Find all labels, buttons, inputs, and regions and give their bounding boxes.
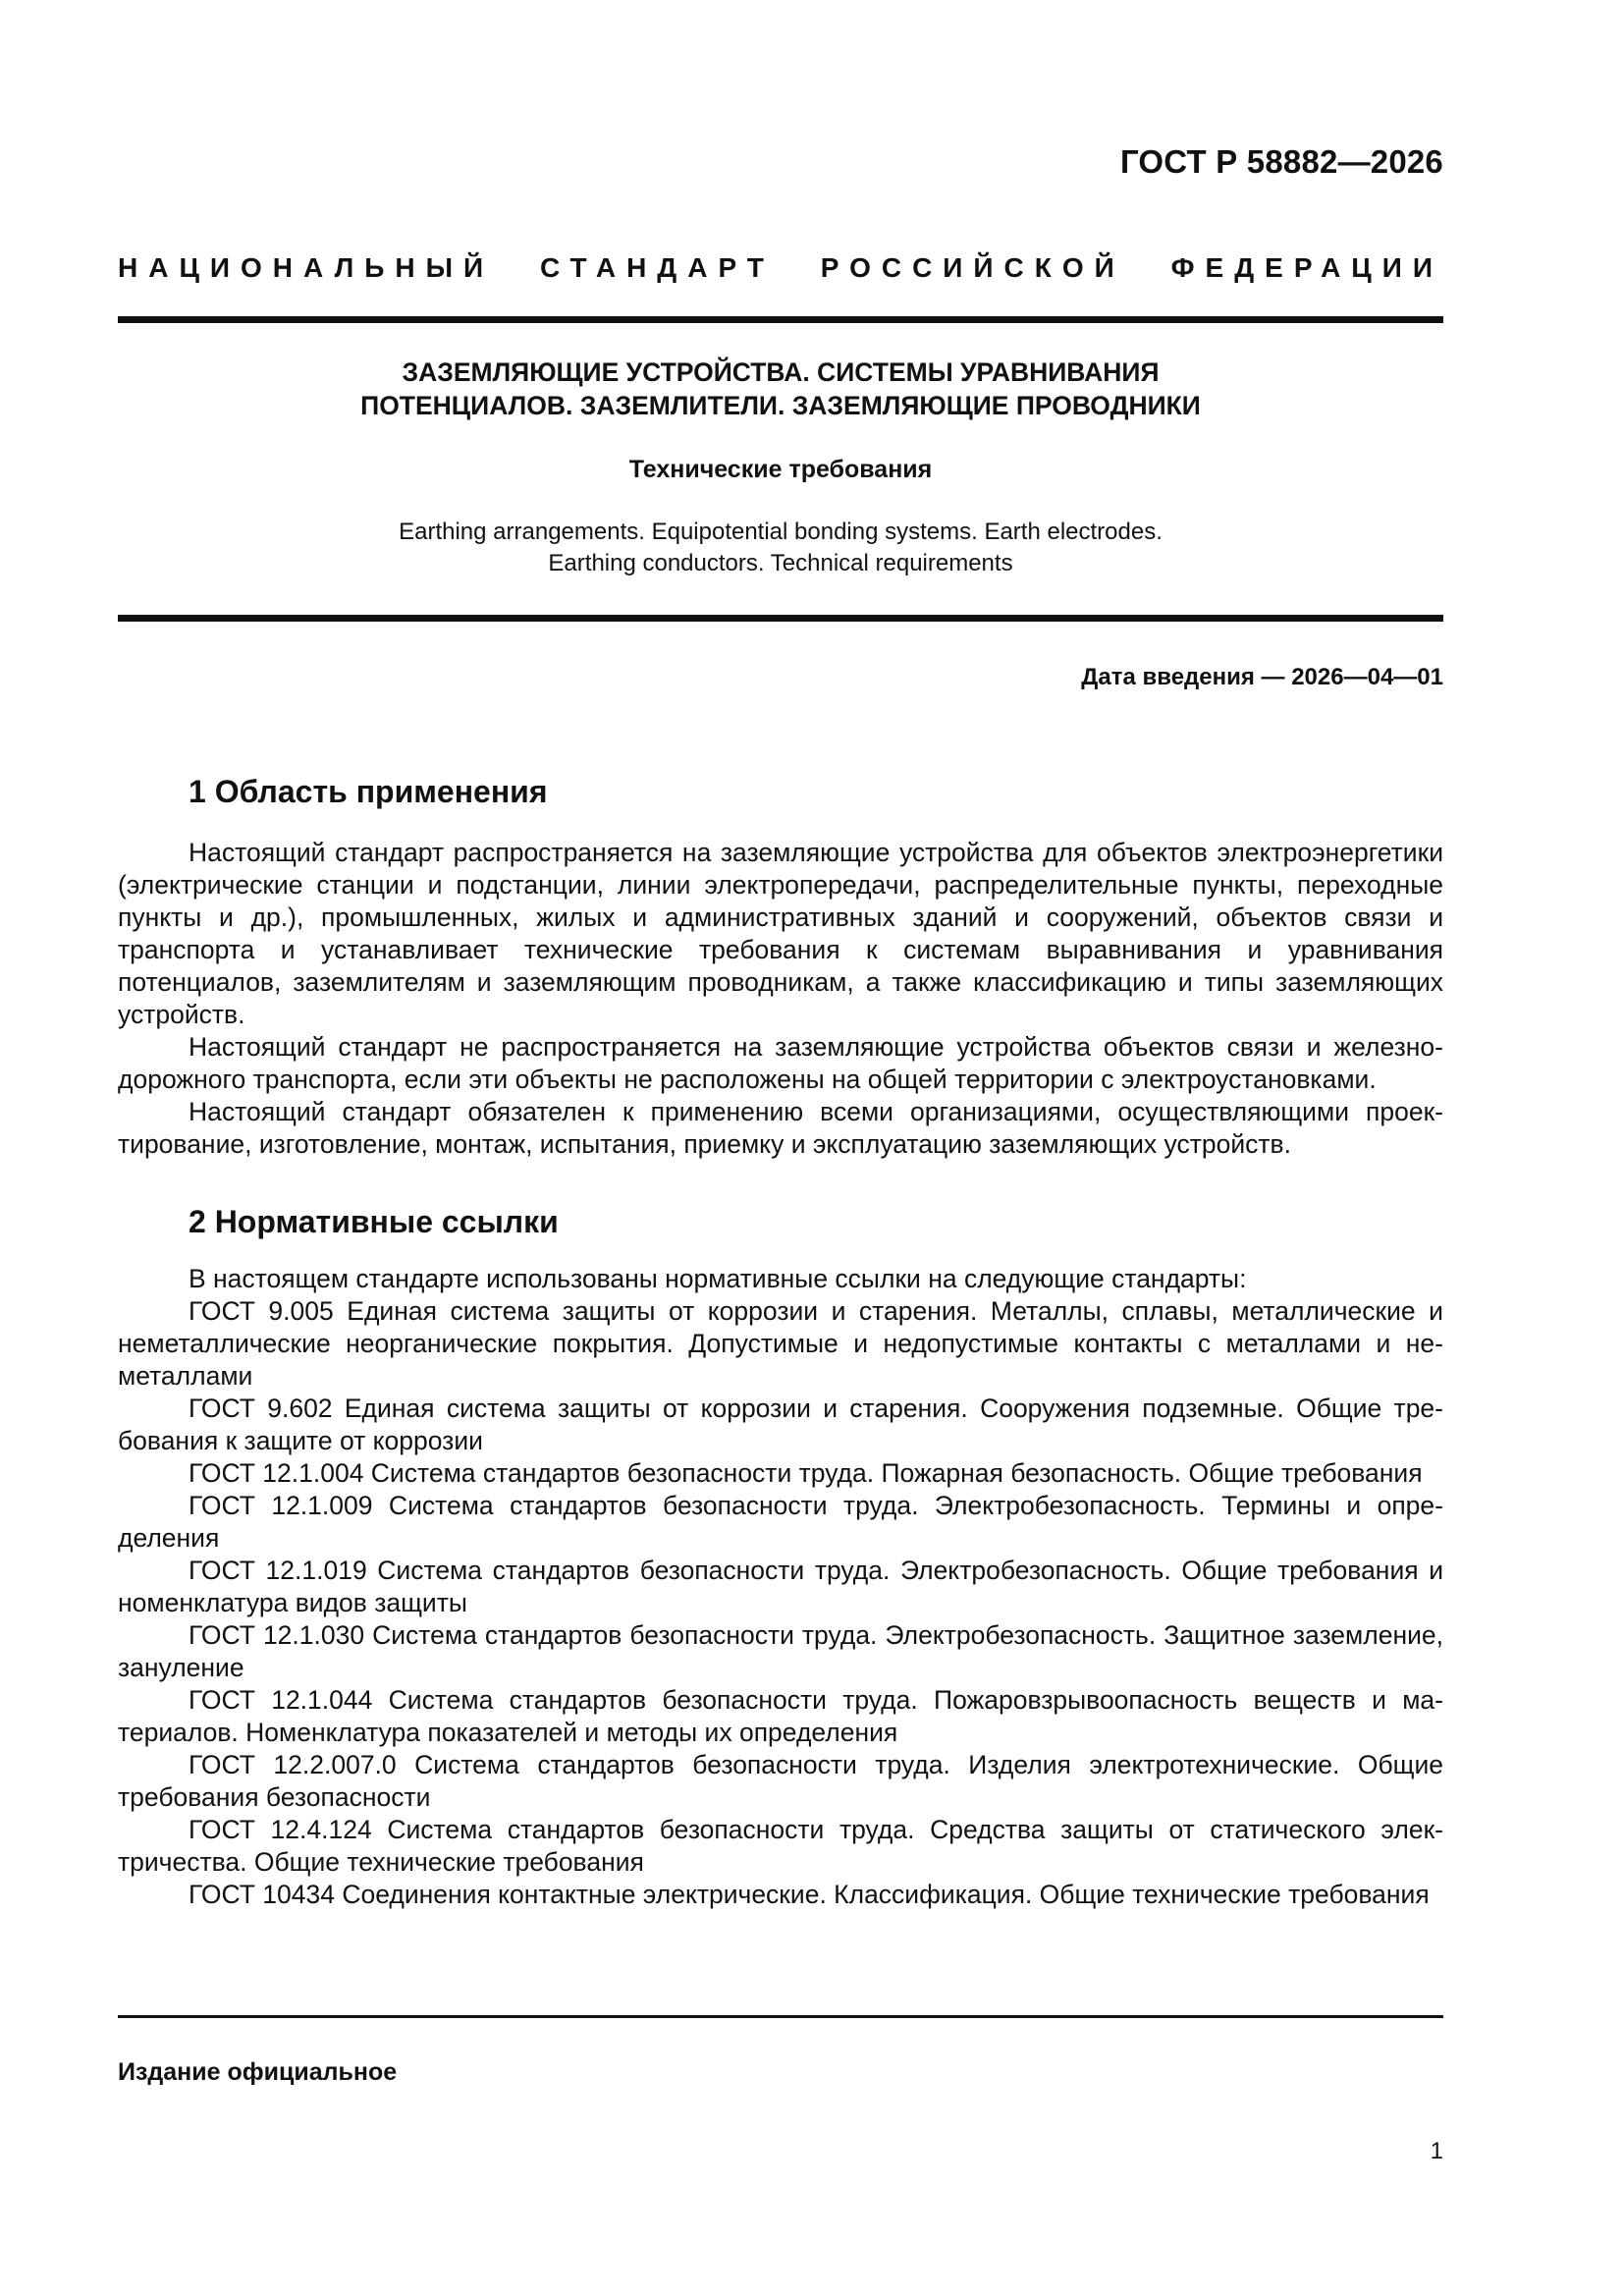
official-edition-label: Издание официальное [118, 2058, 398, 2086]
english-title-line-2: Earthing conductors. Technical requirements [548, 550, 1013, 576]
introduction-date: Дата введения — 2026—04—01 [1081, 664, 1443, 690]
top-rule [118, 316, 1443, 323]
reference-item: ГОСТ 12.1.019 Система стандартов безопасности труда. Электробезопасность. Общие требования и номенклатура видов защиты [118, 1556, 1443, 1617]
reference-item: ГОСТ 9.602 Единая система защиты от коррозии и старения. Сооружения подземные. Общие требования к защите от коррозии [118, 1394, 1443, 1455]
english-title [118, 517, 1443, 579]
reference-item: ГОСТ 12.1.009 Система стандартов безопасности труда. Электробезопасность. Термины и определения [118, 1491, 1443, 1553]
section-scope [118, 772, 1443, 1161]
title-line-2: ПОТЕНЦИАЛОВ. ЗАЗЕМЛИТЕЛИ. ЗАЗЕМЛЯЮЩИЕ ПРОВОДНИКИ [360, 391, 1201, 420]
section-body [118, 1263, 1443, 1911]
title-bottom-rule [118, 615, 1443, 622]
reference-item: ГОСТ 9.005 Единая система защиты от коррозии и старения. Металлы, сплавы, металлические и неметаллические неорганические покрытия. Допустимые и недопустимые контакты с металлами и неметаллами [118, 1296, 1443, 1391]
title-line-1: ЗАЗЕМЛЯЮЩИЕ УСТРОЙСТВА. СИСТЕМЫ УРАВНИВАНИЯ [402, 357, 1160, 387]
document-title [118, 355, 1443, 422]
national-standard-banner: НАЦИОНАЛЬНЫЙ СТАНДАРТ РОССИЙСКОЙ ФЕДЕРАЦИИ [118, 252, 1443, 283]
reference-item: ГОСТ 12.1.030 Система стандартов безопасности труда. Электробезопасность. Защитное заземление, зануление [118, 1620, 1443, 1682]
english-title-line-1: Earthing arrangements. Equipotential bonding systems. Earth electrodes. [399, 519, 1163, 545]
paragraph: В настоящем стандарте использованы нормативные ссылки на следующие стандарты: [189, 1264, 1247, 1293]
page-number: 1 [1430, 2138, 1443, 2164]
gost-number: ГОСТ Р 58882—2026 [1119, 143, 1443, 180]
document-subtitle: Технические требования [628, 456, 933, 483]
paragraph: Настоящий стандарт распространяется на заземляющие устройства для объектов электроэнергетики (электрические станции и подстанции, линии электропередачи, распределительные пункты, переходные пункты и др.), промышленных, жилых и административных зданий и сооружений, объектов связи и транспорта и устанавливает технические требования к системам выравнивания и уравнивания потенциалов, заземлителям и заземляющим проводникам, а также классификацию и типы заземляющих устройств. [118, 838, 1443, 1029]
section-normative-references [118, 1202, 1443, 1911]
reference-item: ГОСТ 12.4.124 Система стандартов безопасности труда. Средства защиты от статического электричества. Общие технические требования [118, 1815, 1443, 1877]
footer-rule [118, 2015, 1443, 2018]
section-heading: 2 Нормативные ссылки [189, 1204, 559, 1239]
reference-item: ГОСТ 12.2.007.0 Система стандартов безопасности труда. Изделия электротехнические. Общие требования безопасности [118, 1750, 1443, 1812]
reference-item: ГОСТ 10434 Соединения контактные электрические. Классификация. Общие технические требования [189, 1880, 1430, 1909]
reference-item: ГОСТ 12.1.044 Система стандартов безопасности труда. Пожаровзрывоопасность веществ и материалов. Номенклатура показателей и методы их определения [118, 1685, 1443, 1747]
reference-item: ГОСТ 12.1.004 Система стандартов безопасности труда. Пожарная безопасность. Общие требования [189, 1458, 1423, 1488]
section-heading: 1 Область применения [189, 774, 548, 809]
paragraph: Настоящий стандарт обязателен к применению всеми организациями, осуществляющими проектирование, изготовление, монтаж, испытания, приемку и эксплуатацию заземляющих устройств. [118, 1097, 1443, 1159]
paragraph: Настоящий стандарт не распространяется на заземляющие устройства объектов связи и железнодорожного транспорта, если эти объекты не расположены на общей территории с электроустановками. [118, 1032, 1443, 1094]
section-body [118, 837, 1443, 1161]
